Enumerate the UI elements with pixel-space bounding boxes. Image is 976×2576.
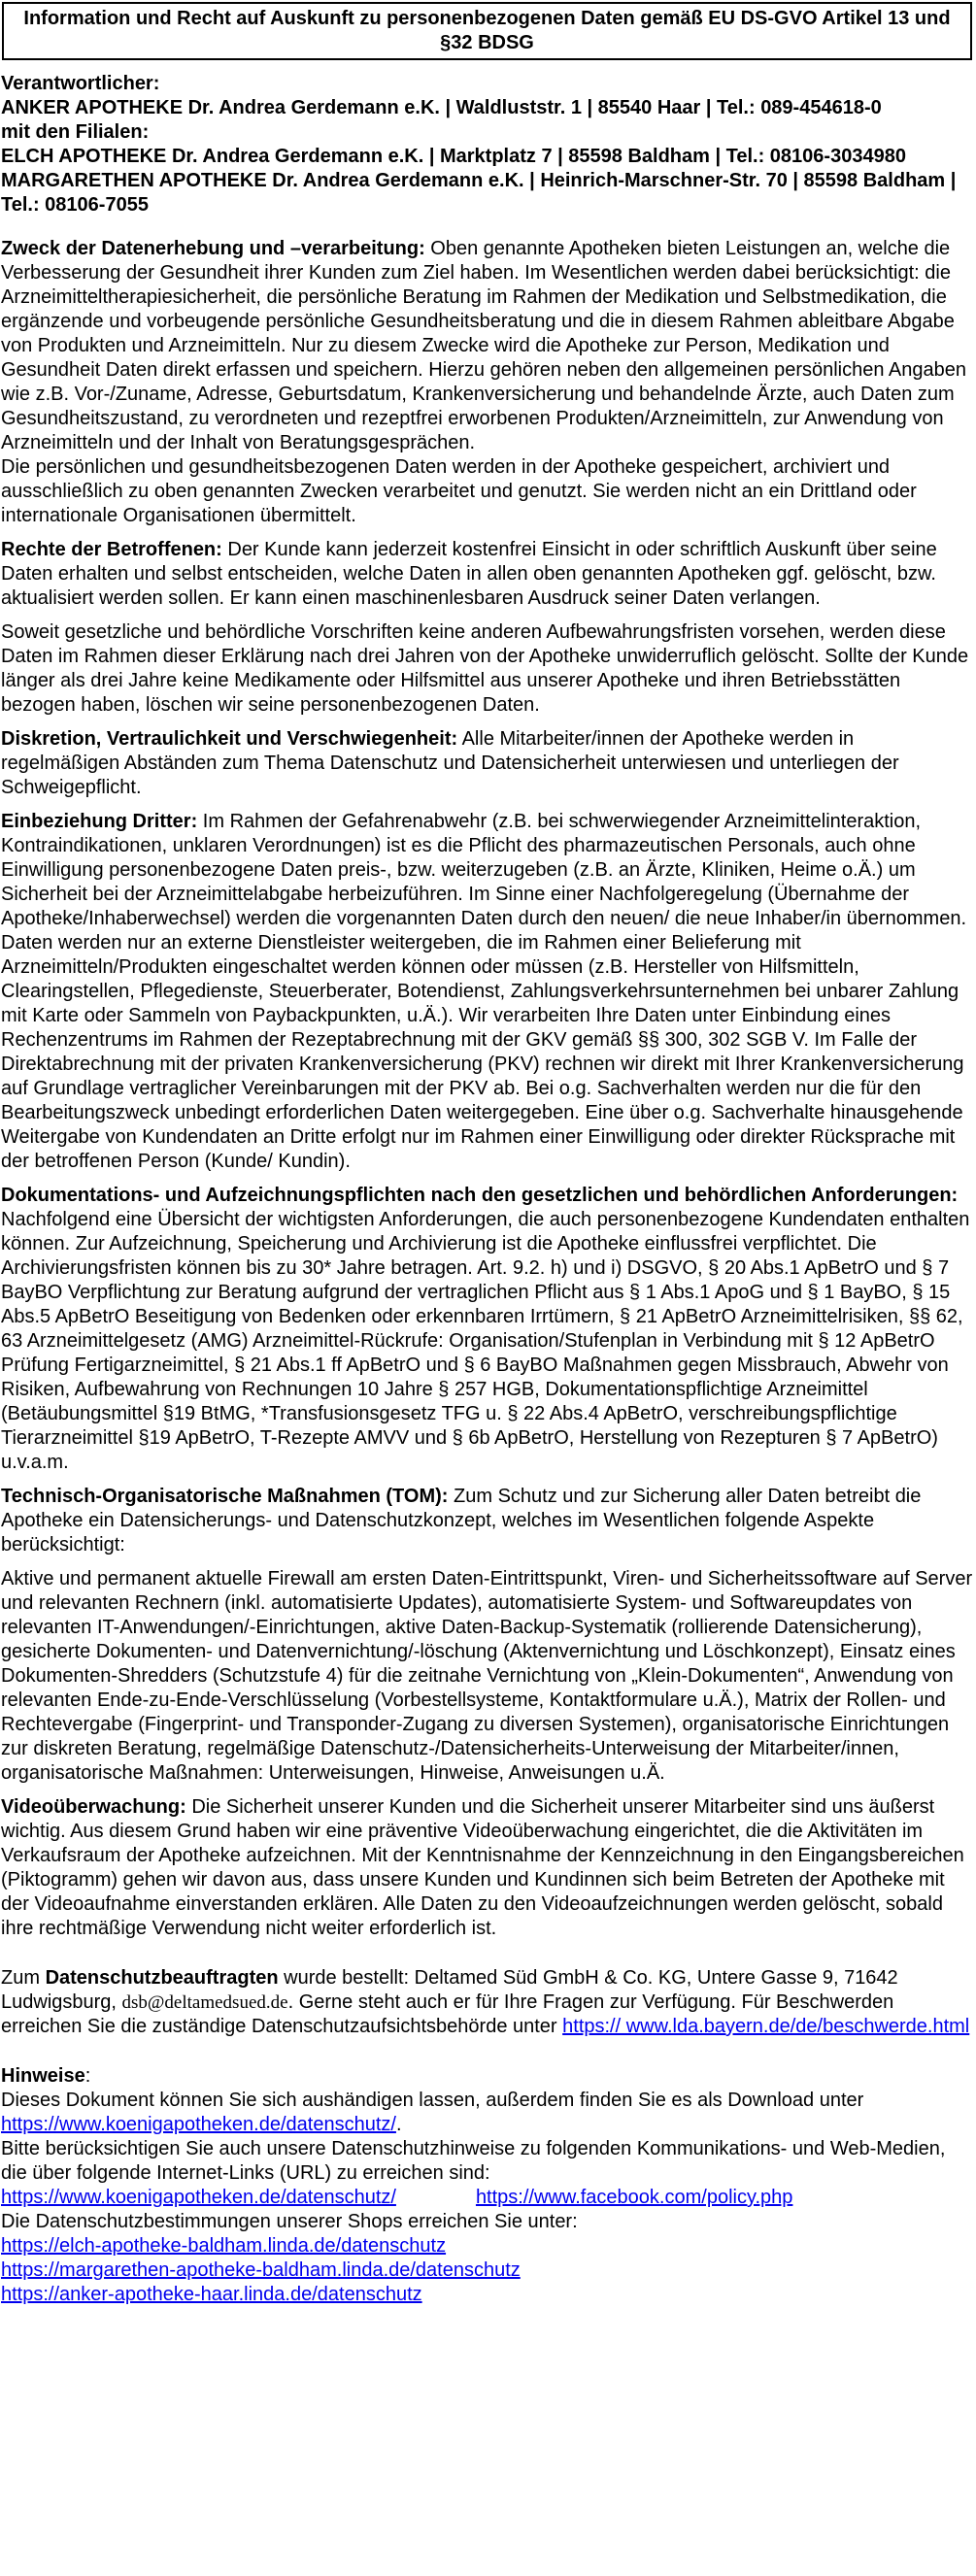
branch-margarethen: MARGARETHEN APOTHEKE Dr. Andrea Gerdemann e.K. | Heinrich-Marschner-Str. 70 | 85598 Baldham | Tel.: 08106-7055 — [1, 170, 957, 216]
margarethen-shop-privacy-link[interactable]: https://margarethen-apotheke-baldham.linda.de/datenschutz — [1, 2259, 521, 2281]
notes-download-text: Dieses Dokument können Sie sich aushändigen lassen, außerdem finden Sie es als Download unter — [1, 2090, 864, 2111]
shop-link-line-1 — [1, 2234, 973, 2258]
tom-paragraph — [1, 1485, 973, 1557]
documentation-text: Nachfolgend eine Übersicht der wichtigsten Anforderungen, die auch personenbezogene Kundendaten enthalten können. Zur Aufzeichnung, Speicherung und Archivierung ist die Apotheke einflussfrei verpflichtet. Die Archivierungsfristen können bis zu 30* Jahre betragen. Art. 9.2. h) und i) DSGVO, § 20 Abs.1 ApBetrO und § 7 BayBO Verpflichtung zur Beratung aufgrund der vertraglichen Pflicht aus § 1 Abs.1 ApoG und § 1 BayBO, § 15 Abs.5 ApBetrO Beseitigung von Bedenken oder erkennbaren Irrtümern, § 21 ApBetrO Arzneimittelrisiken, §§ 62, 63 Arzneimittelgesetz (AMG) Arzneimittel-Rückrufe: Organisation/Stufenplan in Verbindung mit § 12 ApBetrO Prüfung Fertigarzneimittel, § 21 Abs.1 ff ApBetrO und § 6 BayBO Maßnahmen gegen Missbrauch, Abwehr von Risiken, Aufbewahrung von Rechnungen 10 Jahre § 257 HGB, Dokumentationspflichtige Arzneimittel (Betäubungsmittel §19 BtMG, *Transfusionsgesetz TFG u. § 22 Abs.4 ApBetrO, verschreibungspflichtige Tierarzneimittel §19 ApBetrO, T-Rezepte AMVV und § 6b ApBetrO, Herstellung von Rezepturen § 7 ApBetrO) u.v.a.m. — [1, 1209, 970, 1473]
document-page — [0, 2, 976, 2307]
facebook-policy-link[interactable]: https://www.facebook.com/policy.php — [475, 2187, 793, 2208]
dpo-text-1: wurde bestellt: Deltamed Süd GmbH & Co. KG, Untere Gasse 9, 71642 Ludwigsburg, — [1, 1967, 898, 2013]
documentation-heading: Dokumentations- und Aufzeichnungspflichten nach den gesetzlichen und behördlichen Anforderungen: — [1, 1185, 959, 1206]
tom-text: Zum Schutz und zur Sicherung aller Daten betreibt die Apotheke ein Datensicherungs- und Datenschutzkonzept, welches im Wesentlichen folgende Aspekte berücksichtigt: — [1, 1486, 922, 1556]
notes-heading: Hinweise — [1, 2065, 85, 2087]
discretion-paragraph — [1, 727, 973, 800]
notes-shops-text: Die Datenschutzbestimmungen unserer Shops erreichen Sie unter: — [1, 2211, 578, 2232]
notes-download-suffix: . — [395, 2114, 402, 2135]
notes-download-line — [1, 2089, 973, 2137]
notes-media-text: Bitte berücksichtigen Sie auch unsere Datenschutzhinweise zu folgenden Kommunikations- und Web-Medien, die über folgende Internet-Links (URL) zu erreichen sind: — [1, 2138, 946, 2184]
elch-shop-privacy-link[interactable]: https://elch-apotheke-baldham.linda.de/datenschutz — [1, 2235, 447, 2257]
retention-paragraph: Soweit gesetzliche und behördliche Vorschriften keine anderen Aufbewahrungsfristen vorsehen, werden diese Daten im Rahmen dieser Erklärung nach drei Jahren von der Apotheke unwiderruflich gelöscht. Sollte der Kunde länger als drei Jahre keine Medikamente oder Hilfsmittel aus unserer Apotheke und ihren Betriebsstätten bezogen haben, löschen wir seine personenbezogenen Daten. — [1, 621, 969, 716]
video-heading: Videoüberwachung: — [1, 1796, 186, 1818]
shop-link-line-2 — [1, 2258, 973, 2283]
rights-heading: Rechte der Betroffenen: — [1, 539, 222, 560]
dpo-heading: Datenschutzbeauftragten — [45, 1967, 279, 1989]
purpose-paragraph — [1, 237, 973, 455]
dpo-email: dsb@deltamedsued.de — [121, 1992, 288, 2013]
dpo-text-2: . Gerne steht auch er für Ihre Fragen zur Verfügung. Für Beschwerden erreichen Sie die zuständige Datenschutzaufsichtsbehörde unter — [1, 1991, 894, 2037]
rights-text: Der Kunde kann jederzeit kostenfrei Einsicht in oder schriftlich Auskunft über seine Daten erhalten und selbst entscheiden, welche Daten in allen oben genannten Apotheken ggf. gelöscht, bzw. aktualisiert werden sollen. Er kann einen maschinenlesbaren Ausdruck seiner Daten verlangen. — [1, 539, 937, 609]
shop-link-line-3 — [1, 2283, 973, 2307]
third-parties-text: Im Rahmen der Gefahrenabwehr (z.B. bei schwerwiegender Arzneimittelinteraktion, Kontraindikationen, unklaren Verordnungen) ist es die Pflicht des pharmazeutischen Personals, auch ohne Einwilligung personenbezogene Daten preis-, bzw. weiterzugeben (z.B. an Ärzte, Kliniken, Heime o.Ä.) um Sicherheit bei der Arzneimittelabgabe herbeizuführen. Im Sinne einer Nachfolgeregelung (Übernahme der Apotheke/Inhaberwechsel) werden die vorgenannten Daten durch den neuen/ die neue Inhaber/in übernommen. Daten werden nur an externe Dienstleister weitergeben, die im Rahmen einer Belieferung mit Arzneimitteln/Produkten eingeschaltet werden können oder müssen (z.B. Hersteller von Hilfsmitteln, Clearingstellen, Pflegedienste, Steuerberater, Botendienst, Zahlungsverkehrsunternehmen bei unbarer Zahlung mit Karte oder Sammeln von Paybackpunkten, u.Ä.). Wir verarbeiten Ihre Daten unter Einbindung eines Rechenzentrums im Rahmen der Rezeptabrechnung mit der GKV gemäß §§ 300, 302 SGB V. Im Falle der Direktabrechnung mit der privaten Krankenversicherung (PKV) rechnen wir direkt mit Ihrer Krankenversicherung auf Grundlage vertraglicher Vereinbarungen mit der PKV ab. Bei o.g. Sachverhalten werden nur die für den Bearbeitungszweck unbedingt erforderlichen Daten weitergegeben. Eine über o.g. Sachverhalte hinausgehende Weitergabe von Kundendaten an Dritte erfolgt nur im Rahmen einer Einwilligung oder direkter Rücksprache mit der betroffenen Person (Kunde/ Kundin). — [1, 811, 967, 1172]
notes-media-links — [1, 2186, 973, 2210]
discretion-text: Alle Mitarbeiter/innen der Apotheke werden in regelmäßigen Abständen zum Thema Datenschutz und Datensicherheit unterwiesen und unterliegen der Schweigepflicht. — [1, 728, 899, 798]
anker-shop-privacy-link[interactable]: https://anker-apotheke-haar.linda.de/datenschutz — [1, 2284, 422, 2305]
branches-intro: mit den Filialen: — [1, 121, 150, 143]
notes-section — [1, 2064, 973, 2307]
privacy-download-link[interactable]: https://www.koenigapotheken.de/datenschutz/ — [1, 2114, 396, 2135]
document-title: Information und Recht auf Auskunft zu personenbezogenen Daten gemäß EU DS-GVO Artikel 13 und §32 BDSG — [2, 2, 972, 60]
dpo-paragraph — [1, 1966, 973, 2039]
dpo-prefix: Zum — [1, 1967, 46, 1989]
branch-elch: ELCH APOTHEKE Dr. Andrea Gerdemann e.K. | Marktplatz 7 | 85598 Baldham | Tel.: 08106-3034980 — [1, 146, 906, 167]
website-privacy-link[interactable]: https://www.koenigapotheken.de/datenschutz/ — [1, 2187, 396, 2208]
documentation-paragraph — [1, 1184, 973, 1475]
third-parties-paragraph — [1, 810, 973, 1174]
purpose-text: Oben genannte Apotheken bieten Leistungen an, welche die Verbesserung der Gesundheit ihrer Kunden zum Ziel haben. Im Wesentlichen werden dabei berücksichtigt: die Arzneimitteltherapiesicherheit, die persönliche Beratung im Rahmen der Medikation und Selbstmedikation, die ergänzende und vorbeugende persönliche Gesundheitsberatung und die in diesem Rahmen ableitbare Abgabe von Produkten und Arzneimitteln. Nur zu diesem Zwecke wird die Apotheke zur Person, Medikation und Gesundheit Daten direkt erfassen und speichern. Hierzu gehören neben den allgemeinen persönlichen Angaben wie z.B. Vor-/Zuname, Adresse, Geburtsdatum, Krankenversicherung und behandelnde Ärzte, auch Daten zum Gesundheitszustand, zu verordneten und rezeptfrei erworbenen Produkten/Arzneimitteln, zur Anwendung von Arzneimitteln und der Inhalt von Beratungsgesprächen. — [1, 238, 967, 453]
responsible-main: ANKER APOTHEKE Dr. Andrea Gerdemann e.K. | Waldluststr. 1 | 85540 Haar | Tel.: 089-454618-0 — [1, 97, 882, 118]
rights-paragraph — [1, 538, 973, 611]
tom-heading: Technisch-Organisatorische Maßnahmen (TOM): — [1, 1486, 449, 1507]
notes-colon: : — [84, 2065, 91, 2087]
notes-heading-line — [1, 2064, 973, 2089]
video-paragraph — [1, 1795, 973, 1941]
video-text: Die Sicherheit unserer Kunden und die Sicherheit unserer Mitarbeiter sind uns äußerst wichtig. Aus diesem Grund haben wir eine präventive Videoüberwachung eingerichtet, die die Aktivitäten im Verkaufsraum der Apotheke aufzeichnen. Mit der Kenntnisnahme der Kennzeichnung in den Eingangsbereichen (Piktogramm) gehen wir davon aus, dass unsere Kunden und Kundinnen sich beim Betreten der Apotheke mit der Videoaufnahme einverstanden erklären. Alle Daten zu den Videoaufzeichnungen werden gelöscht, sobald ihre rechtmäßige Verwendung nicht weiter erforderlich ist. — [1, 1796, 964, 1939]
purpose-heading: Zweck der Datenerhebung und –verarbeitung: — [1, 238, 425, 259]
third-parties-heading: Einbeziehung Dritter: — [1, 811, 198, 832]
responsible-block — [1, 72, 973, 217]
complaint-authority-link[interactable]: https:// www.lda.bayern.de/de/beschwerde.html — [562, 2016, 970, 2037]
tom-details-paragraph: Aktive und permanent aktuelle Firewall am ersten Daten-Eintrittspunkt, Viren- und Sicherheitssoftware auf Server und relevanten Rechnern (inkl. automatisierte Updates), automatisierte System- und Softwareupdates von relevanten IT-Anwendungen/-Einrichtungen, aktive Daten-Backup-Systematik (rollierende Datensicherung), gesicherte Dokumenten- und Datenvernichtung/-löschung (Aktenvernichtung und Löschkonzept), Einsatz eines Dokumenten-Shredders (Schutzstufe 4) für die zeitnahe Vernichtung von „Klein-Dokumenten“, Anwendung von relevanten Ende-zu-Ende-Verschlüsselung (Vorbestellsysteme, Kontaktformulare u.Ä.), Matrix der Rollen- und Rechtevergabe (Fingerprint- und Transponder-Zugang zu diversen Systemen), organisatorische Einrichtungen zur diskreten Beratung, regelmäßige Datenschutz-/Datensicherheits-Unterweisung der Mitarbeiter/innen, organisatorische Maßnahmen: Unterweisungen, Hinweise, Anweisungen u.Ä. — [1, 1568, 973, 1784]
purpose-storage-paragraph: Die persönlichen und gesundheitsbezogenen Daten werden in der Apotheke gespeichert, archiviert und ausschließlich zu oben genannten Zwecken verarbeitet und genutzt. Sie werden nicht an ein Drittland oder internationale Organisationen übermittelt. — [1, 456, 917, 526]
discretion-heading: Diskretion, Vertraulichkeit und Verschwiegenheit: — [1, 728, 458, 750]
responsible-heading: Verantwortlicher: — [1, 73, 160, 94]
